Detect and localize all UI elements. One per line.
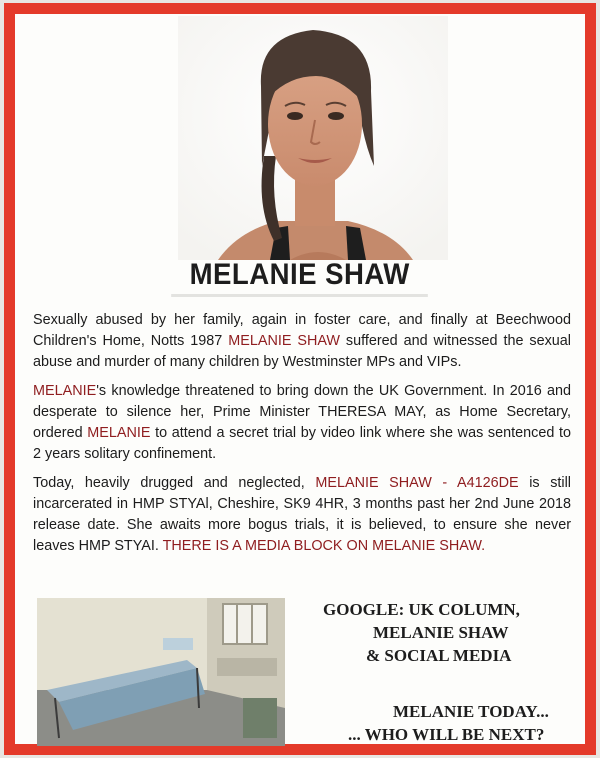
highlight-media-block: THERE IS A MEDIA BLOCK ON MELANIE SHAW. [162,538,486,554]
google-line-1: GOOGLE: UK COLUMN, [323,600,520,619]
poster [4,3,596,755]
highlight-name: MELANIE SHAW [228,333,340,349]
paragraph-3 [33,473,571,557]
paragraph-2-text-b: to attend a secret trial by video link where she was sentenced to 2 years solitary confinement. [33,425,571,462]
paragraph-1 [33,310,571,373]
google-line-3: & SOCIAL MEDIA [366,646,512,665]
closing-line-2: ... WHO WILL BE NEXT? [348,725,545,744]
highlight-prisoner-id: MELANIE SHAW - A4126DE [315,475,519,491]
portrait-photo [178,16,448,260]
closing-line-1: MELANIE TODAY... [393,702,549,721]
paragraph-1-text-a: Sexually abused by her family, again in foster care, and finally at Beechwood Children's Home, Notts 1987 [33,312,571,349]
cell-photo [37,598,285,746]
paragraph-2-text-a: 's knowledge threatened to bring down the UK Government. In 2016 and desperate to silence her, Prime Minister THERESA MAY, as Home Secretary, ordered [33,383,571,441]
name-banner [15,258,585,298]
paragraph-3-text-b: is still incarcerated in HMP STYAl, Cheshire, SK9 4HR, 3 months past her 2nd June 2018 release date. She awaits more bogus trials, it is believed, to ensure she never leaves HMP STYAI. [33,475,571,554]
body-text [33,310,571,565]
closing-callout [299,700,584,746]
paragraph-1-text-b: suffered and witnessed the sexual abuse and murder of many children by Westminster MPs and VIPs. [33,333,571,370]
paragraph-2 [33,381,571,465]
google-callout [299,598,584,667]
name-heading: MELANIE SHAW [172,258,429,297]
google-line-2: MELANIE SHAW [373,623,509,642]
paragraph-3-text-a: Today, heavily drugged and neglected, [33,475,316,491]
highlight-name: MELANIE [33,383,97,399]
highlight-name: MELANIE [87,425,151,441]
